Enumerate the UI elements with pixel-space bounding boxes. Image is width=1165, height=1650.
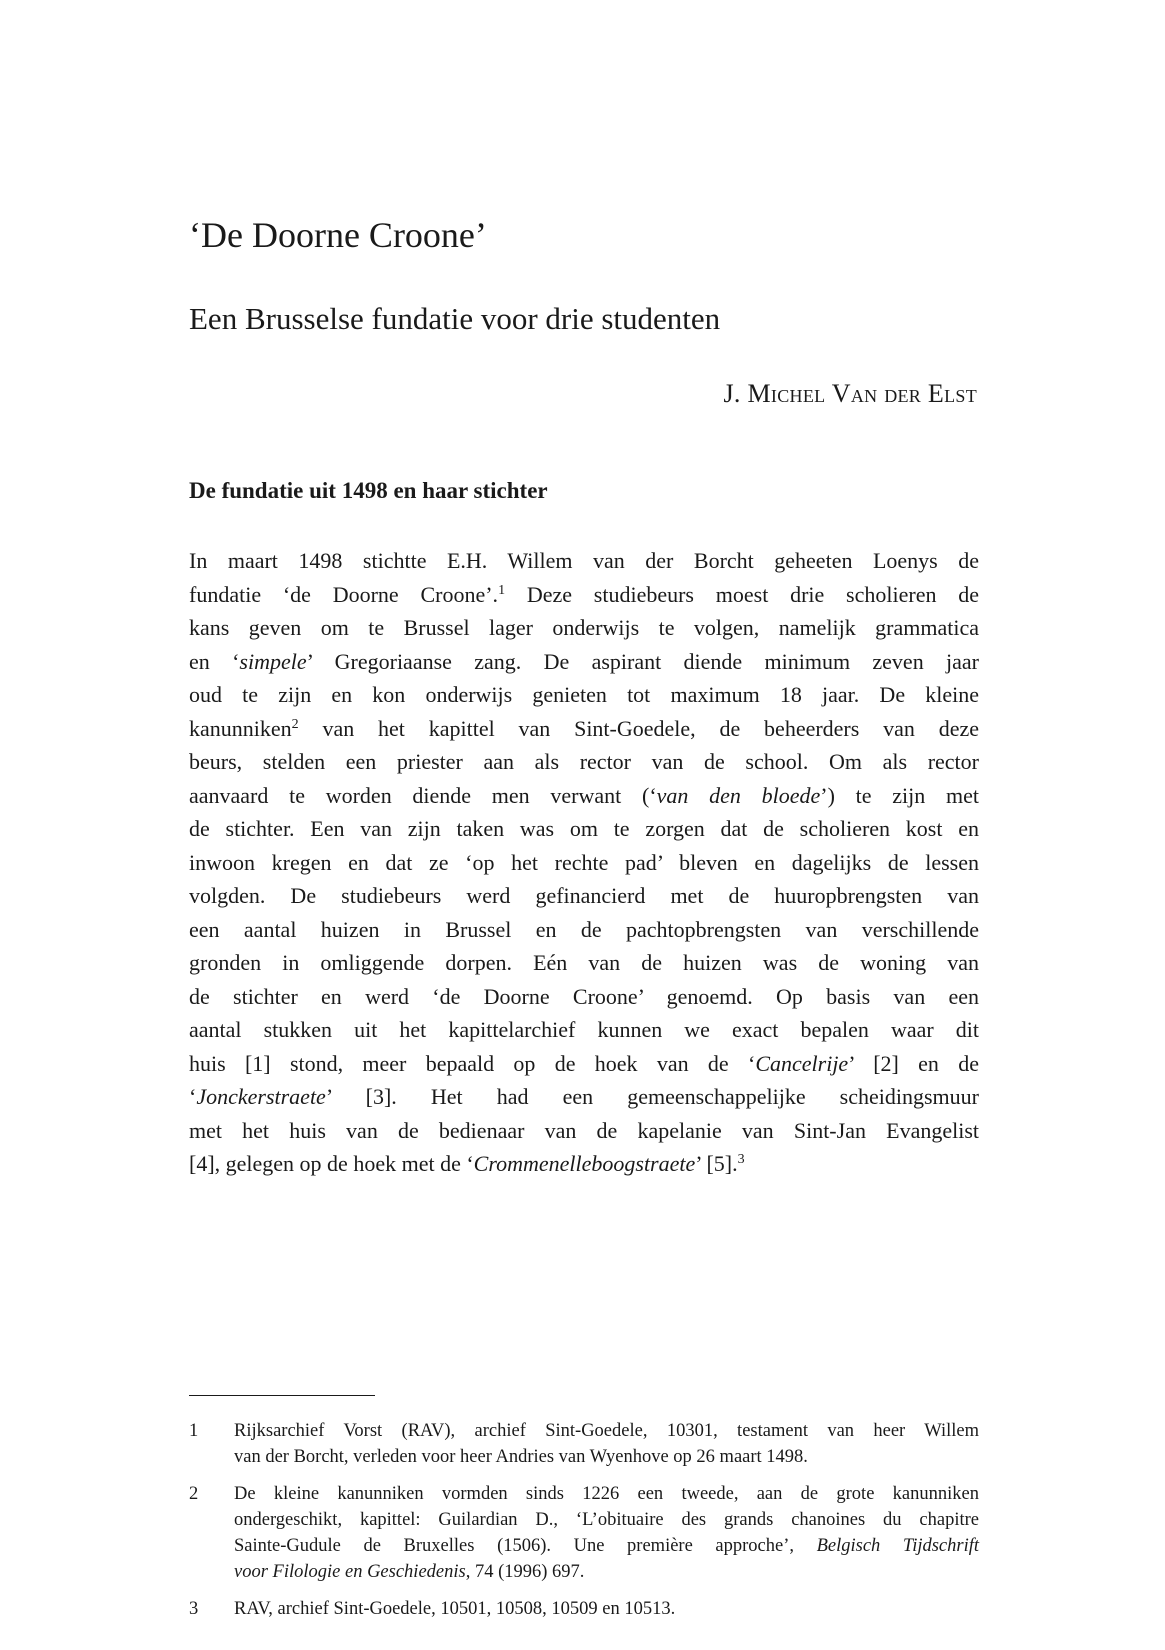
footnote-ref: 3 [737,1152,745,1167]
body-line: een aantal huizen in Brussel en de pachtopbrengsten van verschillende [189,916,979,942]
body-line: de stichter en werd ‘de Doorne Croone’ genoemd. Op basis van een [189,983,979,1009]
body-paragraph [189,544,979,1181]
body-line: In maart 1498 stichtte E.H. Willem van der Borcht geheeten Loenys de [189,548,979,573]
footnote-line: Sainte-Gudule de Bruxelles (1506). Une première approche’, Belgisch Tijdschrift [234,1536,980,1556]
body-line: oud te zijn en kon onderwijs genieten tot maximum 18 jaar. De kleine [189,682,979,707]
body-line: en ‘simpele’ Gregoriaanse zang. De aspirant diende minimum zeven jaar [189,648,979,674]
body-line: gronden in omliggende dorpen. Eén van de huizen was de woning van [189,950,979,975]
author-name: J. Michel Van der Elst [723,379,977,408]
footnote-line: RAV, archief Sint-Goedele, 10501, 10508, 10509 en 10513. [234,1599,676,1619]
body-line: huis [1] stond, meer bepaald op de hoek van de ‘Cancelrije’ [2] en de [189,1050,979,1076]
body-line: kans geven om te Brussel lager onderwijs te volgen, namelijk grammatica [189,615,979,640]
body-line: aanvaard te worden diende men verwant (‘van den bloede’) te zijn met [189,782,979,808]
body-line: inwoon kregen en dat ze ‘op het rechte pad’ bleven en dagelijks de lessen [189,849,979,875]
body-line: de stichter. Een van zijn taken was om te zorgen dat de scholieren kost en [189,816,979,841]
article-subtitle: Een Brusselse fundatie voor drie studenten [189,301,721,336]
footnote-1 [189,1418,979,1470]
footnote-2 [189,1481,979,1585]
footnote-ref: 1 [498,582,506,598]
body-line: aantal stukken uit het kapittelarchief kunnen we exact bepalen waar dit [189,1017,979,1042]
footnote-divider [189,1395,375,1396]
body-line: kanunniken$^2$ van het kapittel van Sint-Goedele, de beheerders van deze [189,715,979,741]
footnote-line: De kleine kanunniken vormden sinds 1226 een tweede, aan de grote kanunniken [234,1484,979,1504]
footnote-ref: 2 [291,716,299,732]
footnote-line: voor Filologie en Geschiedenis, 74 (1996) 697. [234,1562,585,1582]
body-line: ‘Jonckerstraete’ [3]. Het had een gemeenschappelijke scheidingsmuur [189,1084,979,1109]
footnote-line: ondergeschikt, kapittel: Guilardian D., ‘L’obituaire des grands chanoines du chapitre [234,1510,979,1530]
body-line: volgden. De studiebeurs werd gefinancierd met de huuropbrengsten van [189,883,979,908]
footnote-number: 1 [189,1421,199,1441]
section-heading: De fundatie uit 1498 en haar stichter [189,478,548,503]
body-line: beurs, stelden een priester aan als rector van de school. Om als rector [189,749,979,774]
footnote-line: Rijksarchief Vorst (RAV), archief Sint-Goedele, 10301, testament van heer Willem [234,1421,979,1441]
footnote-number: 2 [189,1484,199,1504]
footnote-number: 3 [189,1599,199,1619]
footnote-3 [189,1596,979,1622]
body-line: [4], gelegen op de hoek met de ‘Crommenelleboogstraete’ [5].$^3$ [189,1151,745,1176]
article-title: ‘De Doorne Croone’ [189,215,487,255]
footnotes [189,1418,979,1633]
body-line: fundatie ‘de Doorne Croone’.$^1$ Deze studiebeurs moest drie scholieren de [189,581,979,607]
body-line: met het huis van de bedienaar van de kapelanie van Sint-Jan Evangelist [189,1117,979,1143]
footnote-line: van der Borcht, verleden voor heer Andries van Wyenhove op 26 maart 1498. [234,1447,808,1467]
